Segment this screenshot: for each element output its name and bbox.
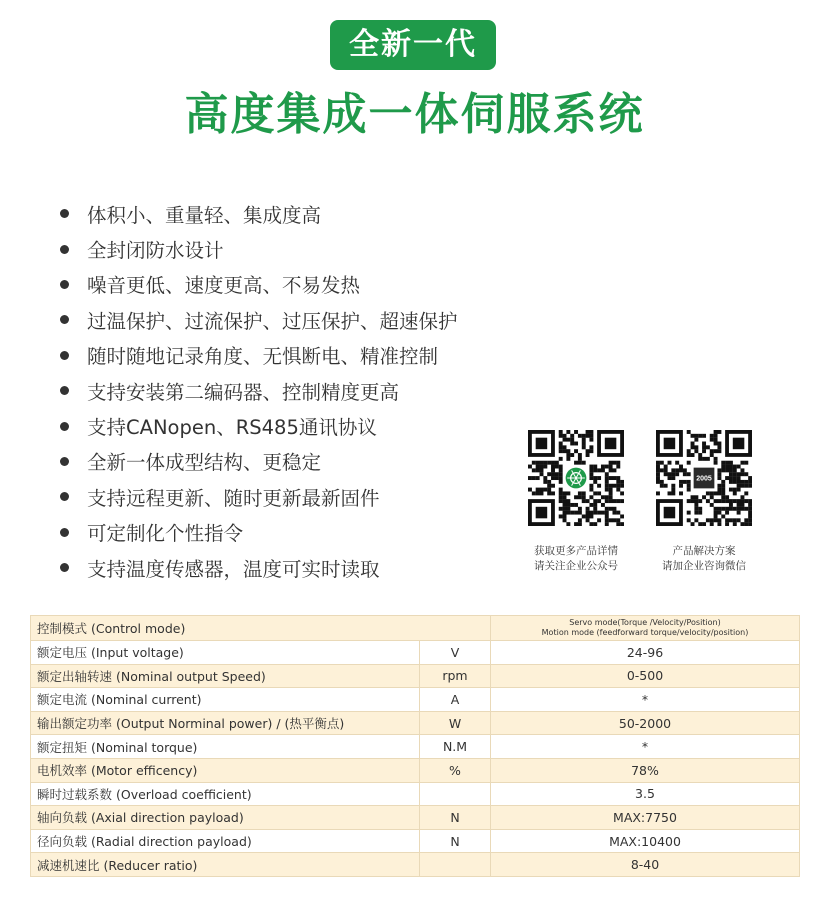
qr-caption-line: 请加企业咨询微信: [662, 560, 746, 572]
spec-value: [491, 616, 800, 641]
feature-text: 支持安装第二编码器、控制精度更高: [87, 380, 400, 404]
spec-value: *: [491, 735, 800, 759]
spec-table: [30, 615, 800, 877]
spec-label: 减速机速比 (Reducer ratio): [31, 853, 420, 877]
feature-item: [60, 196, 458, 231]
spec-unit: N: [420, 806, 491, 830]
spec-header-row: [31, 616, 800, 641]
spec-label: 额定电流 (Nominal current): [31, 688, 420, 712]
feature-text: 可定制化个性指令: [87, 522, 244, 546]
qr-caption: [654, 544, 754, 574]
feature-text: 噪音更低、速度更高、不易发热: [87, 274, 361, 298]
feature-text: 支持远程更新、随时更新最新固件: [87, 486, 380, 510]
spec-unit: %: [420, 758, 491, 782]
spec-value: 50-2000: [491, 711, 800, 735]
spec-label: 额定扭矩 (Nominal torque): [31, 735, 420, 759]
spec-row: [31, 711, 800, 735]
spec-row: [31, 641, 800, 665]
bullet-icon: [60, 457, 69, 466]
spec-label: 控制模式 (Control mode): [31, 616, 491, 641]
spec-unit: V: [420, 641, 491, 665]
spec-label: 额定电压 (Input voltage): [31, 641, 420, 665]
spec-value: 8-40: [491, 853, 800, 877]
spec-label: 瞬时过载系数 (Overload coefficient): [31, 782, 420, 806]
badge-new-generation: 全新一代: [330, 20, 496, 70]
spec-value-line: Motion mode (feedforward torque/velocity/position): [541, 628, 749, 637]
feature-text: 随时随地记录角度、无惧断电、精准控制: [87, 345, 439, 369]
spec-value: 78%: [491, 758, 800, 782]
feature-item: [60, 373, 458, 408]
spec-row: [31, 853, 800, 877]
spec-row: [31, 806, 800, 830]
spec-value-line: Servo mode(Torque /Velocity/Position): [569, 618, 721, 627]
qr-caption-line: 请关注企业公众号: [534, 560, 618, 572]
page-title: 高度集成一体伺服系统: [184, 89, 645, 140]
spec-unit: rpm: [420, 664, 491, 688]
feature-text: 支持温度传感器，温度可实时读取: [87, 557, 380, 581]
feature-item: [60, 550, 458, 585]
bullet-icon: [60, 528, 69, 537]
spec-row: [31, 688, 800, 712]
bullet-icon: [60, 315, 69, 324]
feature-list: [60, 196, 458, 585]
qr-caption-line: 产品解决方案: [672, 545, 736, 557]
qr-caption: [526, 544, 626, 574]
feature-item: [60, 267, 458, 302]
spec-unit: A: [420, 688, 491, 712]
feature-item: [60, 408, 458, 443]
feature-item: [60, 515, 458, 550]
spec-value: 0-500: [491, 664, 800, 688]
qr-block-wechat: [654, 430, 754, 574]
feature-text: 过温保护、过流保护、过压保护、超速保护: [87, 309, 458, 333]
spec-row: [31, 664, 800, 688]
spec-value: 24-96: [491, 641, 800, 665]
feature-item: [60, 444, 458, 479]
spec-unit: N.M: [420, 735, 491, 759]
spec-label: 输出额定功率 (Output Norminal power) / (热平衡点): [31, 711, 420, 735]
qr-code-wechat: [656, 430, 752, 526]
spec-label: 径向负载 (Radial direction payload): [31, 829, 420, 853]
spec-label: 额定出轴转速 (Nominal output Speed): [31, 664, 420, 688]
feature-text: 支持CANopen、RS485通讯协议: [87, 416, 377, 440]
spec-row: [31, 735, 800, 759]
bullet-icon: [60, 563, 69, 572]
spec-unit: N: [420, 829, 491, 853]
feature-item: [60, 338, 458, 373]
spec-unit: [420, 782, 491, 806]
spec-label: 电机效率 (Motor efficency): [31, 758, 420, 782]
bullet-icon: [60, 386, 69, 395]
bullet-icon: [60, 422, 69, 431]
feature-text: 全封闭防水设计: [87, 239, 224, 263]
feature-item: [60, 231, 458, 266]
spec-unit: W: [420, 711, 491, 735]
spec-row: [31, 829, 800, 853]
spec-value: MAX:10400: [491, 829, 800, 853]
qr-center-label: 2005: [696, 475, 712, 483]
feature-text: 全新一体成型结构、更稳定: [87, 451, 322, 475]
bullet-icon: [60, 245, 69, 254]
spec-row: [31, 782, 800, 806]
bullet-icon: [60, 351, 69, 360]
spec-value: *: [491, 688, 800, 712]
bullet-icon: [60, 209, 69, 218]
qr-caption-line: 获取更多产品详情: [534, 545, 618, 557]
spec-row: [31, 758, 800, 782]
spec-label: 轴向负载 (Axial direction payload): [31, 806, 420, 830]
bullet-icon: [60, 492, 69, 501]
bullet-icon: [60, 280, 69, 289]
feature-item: [60, 302, 458, 337]
qr-block-official-account: [526, 430, 626, 574]
spec-value: MAX:7750: [491, 806, 800, 830]
spec-value: 3.5: [491, 782, 800, 806]
feature-item: [60, 479, 458, 514]
feature-text: 体积小、重量轻、集成度高: [87, 203, 322, 227]
spec-unit: [420, 853, 491, 877]
qr-code-official-account: [528, 430, 624, 526]
